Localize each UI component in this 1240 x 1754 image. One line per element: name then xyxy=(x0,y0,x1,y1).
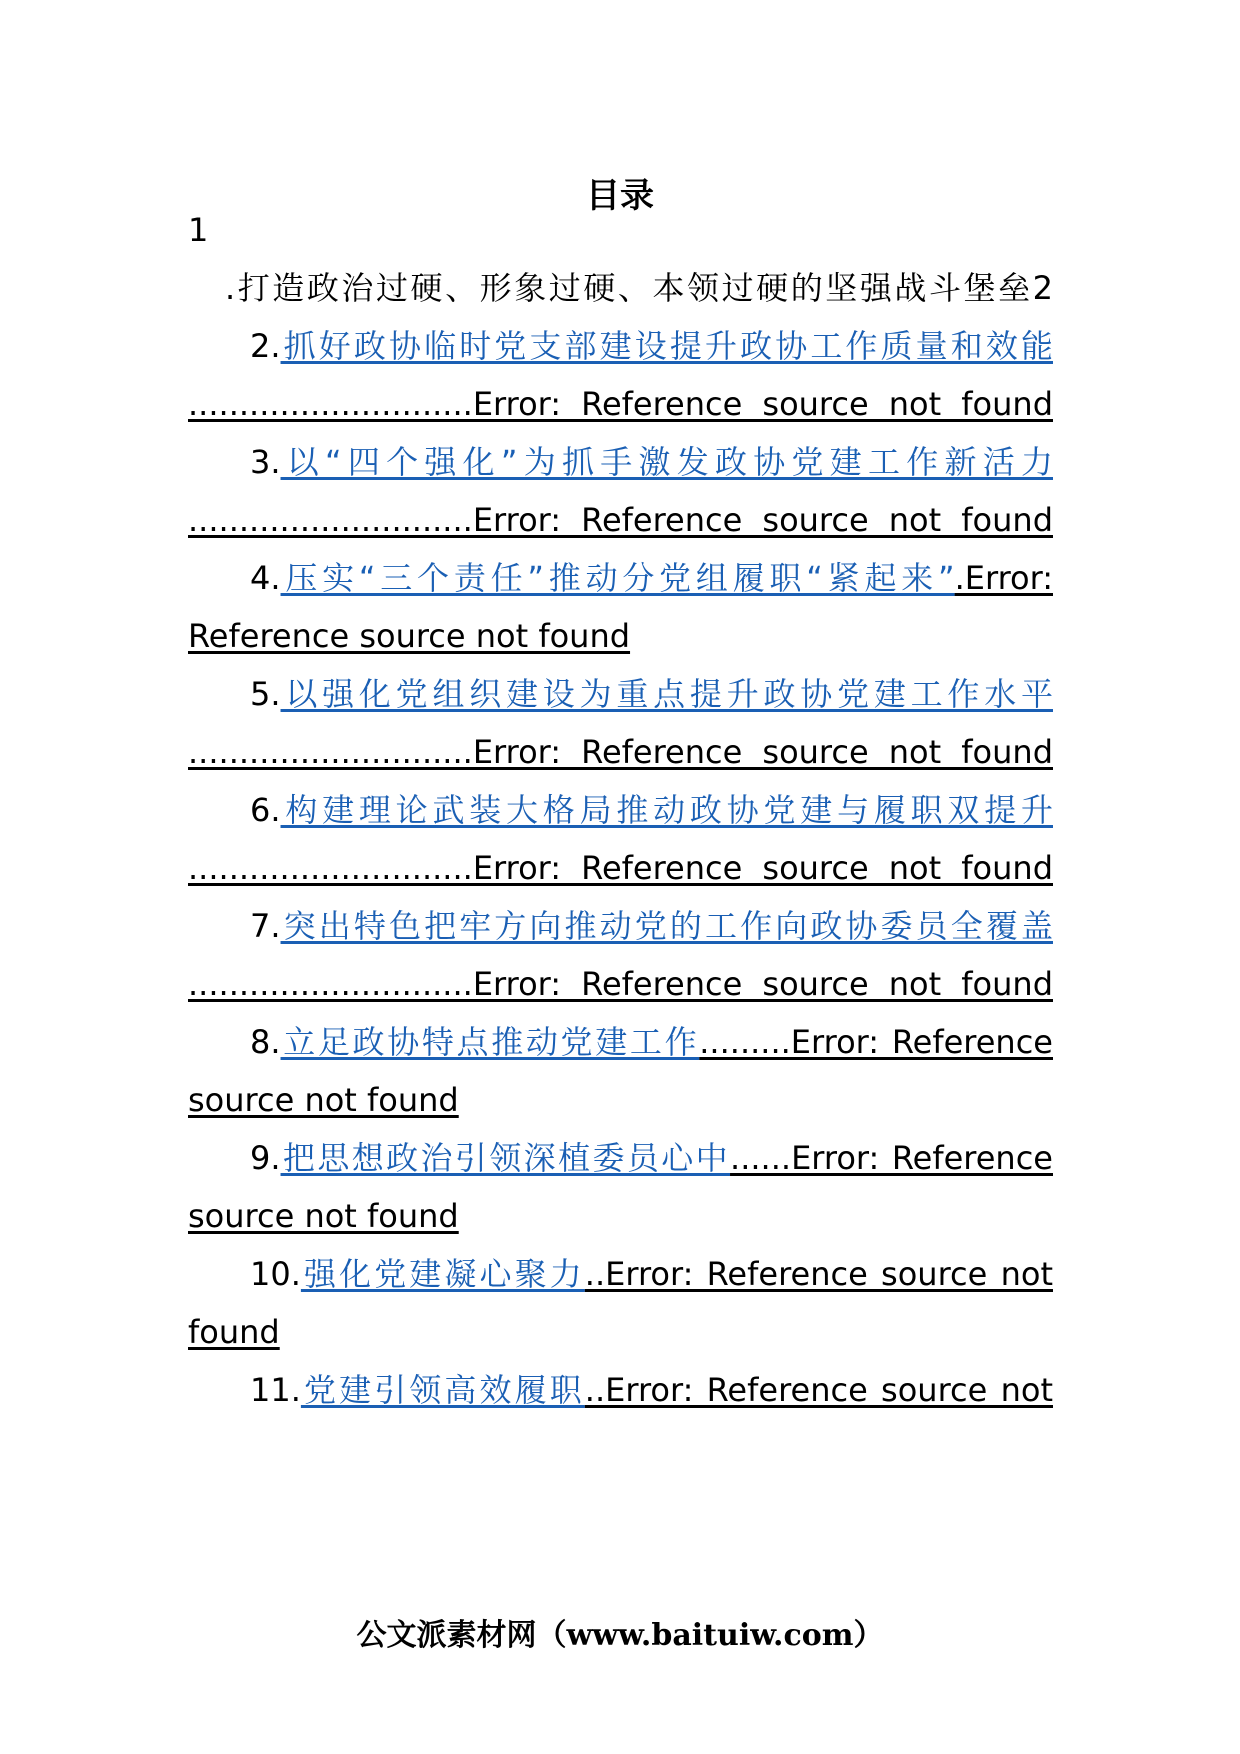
toc-entry-number: 11. xyxy=(250,1371,301,1409)
toc-entry-number: . xyxy=(225,269,236,307)
page-footer: 公文派素材网（www.baituiw.com） xyxy=(356,1618,884,1653)
toc-entry-4[interactable] xyxy=(250,556,1053,600)
toc-entry-number: 7. xyxy=(250,907,281,945)
toc-entry-error: ......Error: Reference xyxy=(730,1139,1053,1177)
toc-entry-link[interactable]: 突出特色把牢方向推动党的工作向政协委员全覆盖 xyxy=(280,907,1053,945)
toc-entry-link[interactable]: 党建引领高效履职 xyxy=(300,1371,585,1409)
toc-page-marker: 1 xyxy=(188,211,209,249)
toc-entry-3[interactable] xyxy=(250,440,1053,484)
toc-entry-page: 2 xyxy=(1032,269,1053,307)
toc-title: 目录 xyxy=(586,176,654,216)
toc-entry-2-leader: ............................Error: Reference source not found xyxy=(188,385,1053,423)
toc-entry-error: ..Error: Reference source not xyxy=(584,1371,1053,1409)
toc-entry-9[interactable] xyxy=(250,1136,1053,1180)
toc-entry-7[interactable] xyxy=(250,904,1053,948)
toc-entry-number: 4. xyxy=(250,559,281,597)
toc-entry-number: 9. xyxy=(250,1139,281,1177)
toc-entry-link[interactable]: 抓好政协临时党支部建设提升政协工作质量和效能 xyxy=(280,327,1053,365)
toc-entry-link[interactable]: 压实“三个责任”推动分党组履职“紧起来” xyxy=(280,559,955,597)
toc-entry-error: ..Error: Reference source not xyxy=(584,1255,1053,1293)
toc-entry-link[interactable]: 构建理论武装大格局推动政协党建与履职双提升 xyxy=(280,791,1053,829)
toc-entry-link[interactable]: 立足政协特点推动党建工作 xyxy=(280,1023,700,1061)
toc-entry-5[interactable] xyxy=(250,672,1053,716)
toc-entry-text[interactable]: 打造政治过硬、形象过硬、本领过硬的坚强战斗堡垒 xyxy=(235,269,1033,307)
toc-entry-10[interactable] xyxy=(250,1252,1053,1296)
toc-entry-number: 8. xyxy=(250,1023,281,1061)
toc-entry-8[interactable] xyxy=(250,1020,1053,1064)
toc-entry-number: 5. xyxy=(250,675,281,713)
toc-entry-number: 10. xyxy=(250,1255,301,1293)
toc-entry-6-leader: ............................Error: Reference source not found xyxy=(188,849,1053,887)
toc-entry-4-leader: Reference source not found xyxy=(188,617,631,655)
toc-entry-11[interactable] xyxy=(250,1368,1053,1412)
toc-entry-8-leader: source not found xyxy=(188,1081,459,1119)
toc-entry-1[interactable] xyxy=(225,266,1053,310)
toc-entry-link[interactable]: 以“四个强化”为抓手激发政协党建工作新活力 xyxy=(280,443,1053,481)
toc-entry-7-leader: ............................Error: Reference source not found xyxy=(188,965,1053,1003)
toc-entry-number: 3. xyxy=(250,443,281,481)
toc-entry-3-leader: ............................Error: Reference source not found xyxy=(188,501,1053,539)
toc-entry-9-leader: source not found xyxy=(188,1197,459,1235)
toc-entry-error: .Error: xyxy=(954,559,1053,597)
toc-entry-number: 2. xyxy=(250,327,281,365)
toc-entry-link[interactable]: 把思想政治引领深植委员心中 xyxy=(280,1139,731,1177)
toc-entry-link[interactable]: 强化党建凝心聚力 xyxy=(300,1255,585,1293)
toc-entry-error: .........Error: Reference xyxy=(699,1023,1053,1061)
toc-entry-2[interactable] xyxy=(250,324,1053,368)
toc-entry-number: 6. xyxy=(250,791,281,829)
toc-entry-6[interactable] xyxy=(250,788,1053,832)
toc-entry-link[interactable]: 以强化党组织建设为重点提升政协党建工作水平 xyxy=(280,675,1053,713)
toc-entry-10-leader: found xyxy=(188,1313,280,1351)
toc-entry-5-leader: ............................Error: Reference source not found xyxy=(188,733,1053,771)
